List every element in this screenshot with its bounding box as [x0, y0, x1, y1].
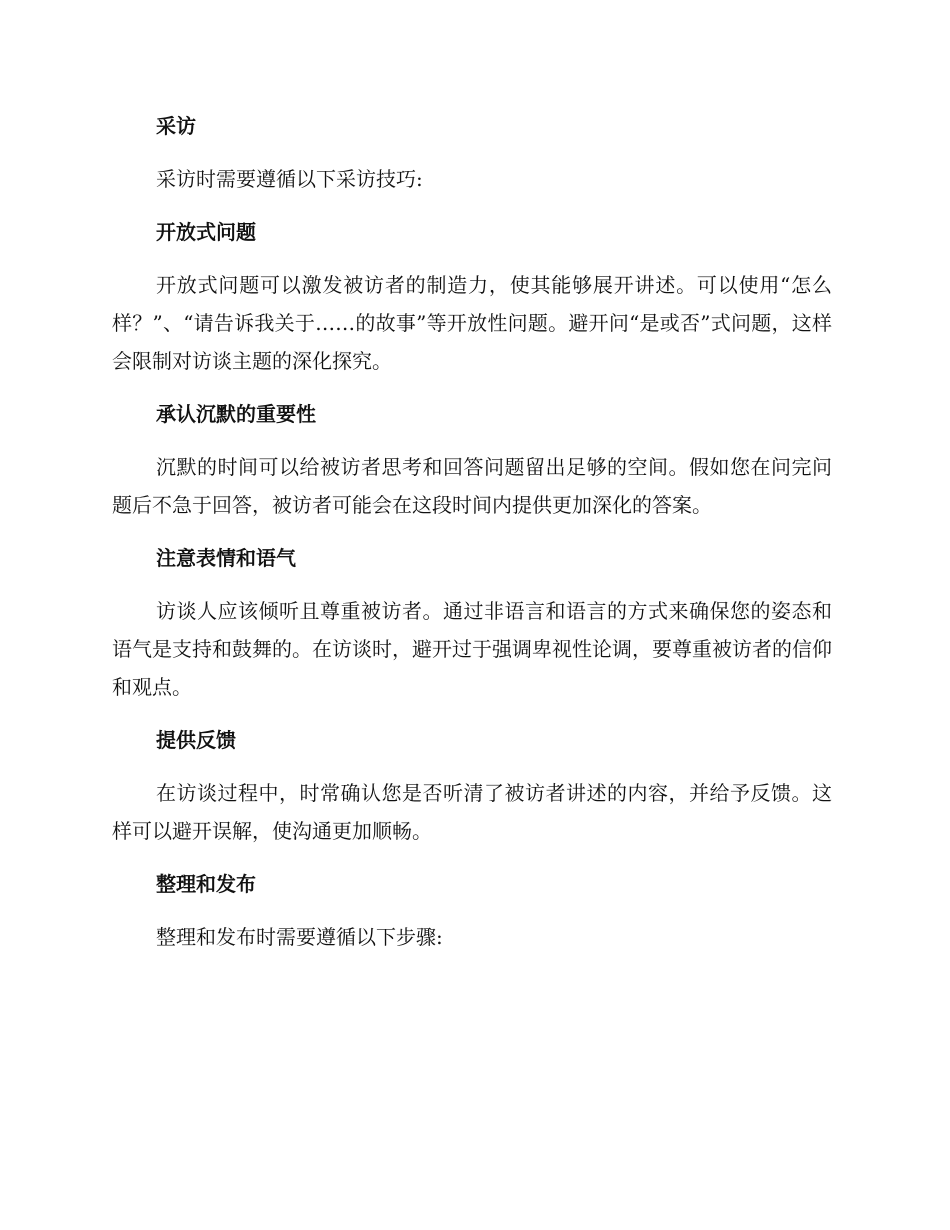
section-heading-organize-publish: 整理和发布 — [156, 872, 256, 896]
section-paragraph-expression-tone: 访谈人应该倾听且尊重被访者。通过非语言和语言的方式来确保您的姿态和语气是支持和鼓舞的。在访谈时，避开过于强调卑视性论调，要尊重被访者的信仰和观点。 — [112, 599, 832, 699]
document-body — [112, 108, 832, 972]
section-paragraph-open-questions: 开放式问题可以激发被访者的制造力，使其能够展开讲述。可以使用“怎么样？”、“请告诉我关于……的故事”等开放性问题。避开问“是或否”式问题，这样会限制对访谈主题的深化探究。 — [112, 273, 832, 373]
section-heading-open-questions: 开放式问题 — [156, 220, 256, 244]
section-paragraph-feedback: 在访谈过程中，时常确认您是否听清了被访者讲述的内容，并给予反馈。这样可以避开误解，使沟通更加顺畅。 — [112, 781, 832, 843]
section-heading-silence: 承认沉默的重要性 — [156, 402, 316, 426]
section-heading-interview: 采访 — [156, 114, 196, 138]
section-paragraph-silence: 沉默的时间可以给被访者思考和回答问题留出足够的空间。假如您在问完问题后不急于回答，被访者可能会在这段时间内提供更加深化的答案。 — [112, 455, 832, 517]
section-heading-feedback: 提供反馈 — [156, 728, 236, 752]
section-heading-expression-tone: 注意表情和语气 — [156, 546, 296, 570]
section-paragraph-organize-publish: 整理和发布时需要遵循以下步骤: — [156, 925, 443, 949]
section-paragraph-interview: 采访时需要遵循以下采访技巧: — [156, 167, 423, 191]
